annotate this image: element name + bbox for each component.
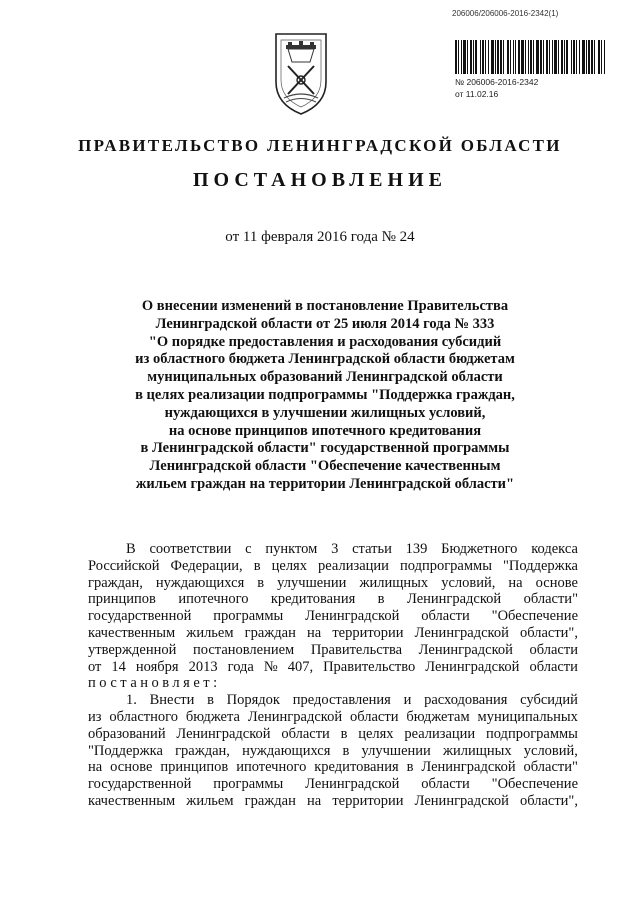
barcode-bar bbox=[485, 40, 486, 74]
barcode-bar bbox=[533, 40, 534, 74]
word: Порядок bbox=[226, 692, 280, 709]
heading-line: "О порядке предоставления и расходования субсидий bbox=[148, 333, 502, 350]
barcode-bar bbox=[503, 40, 504, 74]
barcode-bar bbox=[480, 40, 481, 74]
word: области bbox=[421, 608, 470, 625]
body-line bbox=[88, 575, 578, 592]
barcode-bar bbox=[540, 40, 542, 74]
word: области bbox=[529, 658, 578, 675]
word: нуждающихся bbox=[155, 574, 245, 591]
word: 2013 bbox=[188, 658, 218, 675]
body-line bbox=[88, 642, 578, 659]
word: Ленинградской bbox=[421, 759, 516, 776]
word: качественным bbox=[88, 624, 176, 641]
word: Ленинградской bbox=[418, 641, 513, 658]
barcode-bar bbox=[510, 40, 511, 74]
word: Ленинградской bbox=[406, 591, 502, 608]
word: жильем bbox=[186, 792, 234, 809]
barcode-bar bbox=[530, 40, 532, 74]
barcode-bar bbox=[521, 40, 524, 74]
word: в bbox=[342, 742, 350, 759]
barcode-bar bbox=[594, 40, 595, 74]
word: кодекса bbox=[531, 541, 578, 557]
word: качественным bbox=[88, 792, 176, 809]
word: 3 bbox=[331, 541, 339, 557]
word: расходования bbox=[424, 692, 508, 709]
document-heading bbox=[88, 298, 562, 494]
word: Ленинградской bbox=[247, 708, 343, 725]
word: области bbox=[281, 725, 330, 742]
barcode-bar bbox=[461, 40, 462, 74]
word: государственной bbox=[88, 776, 192, 793]
barcode-bar bbox=[591, 40, 593, 74]
barcode-bar bbox=[470, 40, 472, 74]
word: Ленинградской bbox=[305, 776, 400, 793]
word: в bbox=[257, 574, 265, 591]
word: целях bbox=[271, 557, 307, 574]
word: образований bbox=[88, 725, 166, 742]
word: подпрограммы bbox=[399, 557, 492, 574]
word: программы bbox=[213, 608, 284, 625]
barcode-bar bbox=[536, 40, 539, 74]
body-line bbox=[88, 608, 578, 625]
barcode-bar bbox=[546, 40, 548, 74]
word: территории bbox=[332, 624, 404, 641]
barcode-bar bbox=[552, 40, 553, 74]
body-line bbox=[88, 776, 578, 793]
word: 1. bbox=[126, 692, 137, 709]
word: реализации bbox=[318, 557, 389, 574]
word: улучшении bbox=[277, 574, 347, 591]
word: принципов bbox=[88, 591, 156, 608]
barcode-bar bbox=[495, 40, 496, 74]
word: условий, bbox=[523, 742, 578, 759]
body-line bbox=[88, 793, 578, 810]
barcode-bar bbox=[571, 40, 572, 74]
word: условий, bbox=[441, 574, 496, 591]
word: года bbox=[227, 658, 254, 675]
barcode-bar bbox=[582, 40, 585, 74]
heading-line: на основе принципов ипотечного кредитования bbox=[168, 422, 482, 439]
word: жильем bbox=[186, 624, 234, 641]
word: и bbox=[403, 692, 412, 709]
word: 139 bbox=[405, 541, 428, 557]
heading-line: в целях реализации подпрограммы "Поддержка граждан, bbox=[135, 386, 515, 403]
barcode-bar bbox=[564, 40, 565, 74]
barcode-bar bbox=[576, 40, 577, 74]
body-line bbox=[88, 726, 578, 743]
word: реализации bbox=[404, 725, 476, 742]
word: граждан, bbox=[88, 574, 143, 591]
authority-title: ПРАВИТЕЛЬСТВО ЛЕНИНГРАДСКОЙ ОБЛАСТИ bbox=[78, 136, 562, 155]
body-line bbox=[88, 541, 578, 558]
barcode-bar bbox=[500, 40, 502, 74]
word: жилищных bbox=[359, 574, 429, 591]
word: 407, bbox=[287, 658, 314, 675]
word: в bbox=[253, 557, 261, 574]
barcode-bar bbox=[488, 40, 489, 74]
word: улучшении bbox=[361, 742, 431, 759]
word: Правительство bbox=[323, 658, 416, 675]
word: на bbox=[307, 792, 322, 809]
word: области bbox=[529, 641, 578, 658]
word: Ленинградской bbox=[176, 725, 271, 742]
word: Правительства bbox=[310, 641, 403, 658]
resolution-word: постановляет: bbox=[88, 675, 221, 692]
word: от bbox=[88, 658, 102, 675]
barcode-bar bbox=[543, 40, 544, 74]
word: "Обеспечение bbox=[491, 776, 578, 793]
word: граждан bbox=[244, 624, 296, 641]
word: "Поддержка bbox=[88, 742, 163, 759]
word: основе bbox=[535, 574, 578, 591]
word: бюджетам bbox=[406, 708, 470, 725]
barcode-bar bbox=[573, 40, 575, 74]
word: ипотечного bbox=[178, 591, 249, 608]
word: В bbox=[126, 541, 136, 557]
word: области", bbox=[519, 792, 578, 809]
word: области" bbox=[523, 759, 578, 776]
barcode-bar bbox=[588, 40, 590, 74]
barcode-bar bbox=[515, 40, 516, 74]
word: Ленинградской bbox=[305, 608, 400, 625]
word: в bbox=[406, 759, 414, 776]
body-line bbox=[88, 675, 578, 692]
barcode-image bbox=[455, 40, 605, 74]
word: с bbox=[245, 541, 252, 557]
word: в bbox=[340, 725, 348, 742]
barcode-bar bbox=[525, 40, 526, 74]
barcode-bar bbox=[458, 40, 459, 74]
word: Бюджетного bbox=[441, 541, 518, 557]
word: области" bbox=[523, 591, 578, 608]
word: в bbox=[207, 692, 214, 709]
document-date-number: от 11 февраля 2016 года № 24 bbox=[225, 229, 415, 245]
word: Внести bbox=[149, 692, 195, 709]
heading-line: муниципальных образований Ленинградской области bbox=[147, 369, 503, 386]
word: постановлением bbox=[193, 641, 295, 658]
barcode-bar bbox=[507, 40, 509, 74]
word: на bbox=[508, 574, 523, 591]
barcode-bar bbox=[579, 40, 580, 74]
barcode-bar bbox=[463, 40, 466, 74]
barcode-bar bbox=[554, 40, 557, 74]
body-line bbox=[88, 558, 578, 575]
word: программы bbox=[213, 776, 284, 793]
barcode-number: № 206006-2016-2342 bbox=[455, 77, 539, 87]
barcode-bar bbox=[549, 40, 550, 74]
barcode-bar bbox=[475, 40, 477, 74]
body-line bbox=[88, 659, 578, 676]
word: Ленинградской bbox=[414, 792, 509, 809]
barcode-bar bbox=[518, 40, 520, 74]
word: Федерации, bbox=[170, 557, 243, 574]
barcode-bar bbox=[561, 40, 563, 74]
body-line bbox=[88, 625, 578, 642]
barcode-date: от 11.02.16 bbox=[455, 89, 499, 99]
word: области bbox=[421, 776, 470, 793]
body-line bbox=[88, 692, 578, 709]
barcode-bar bbox=[497, 40, 499, 74]
word: из bbox=[88, 708, 102, 725]
barcode-block bbox=[455, 40, 605, 100]
barcode-bar bbox=[586, 40, 587, 74]
body-line bbox=[88, 743, 578, 760]
word: Ленинградской bbox=[425, 658, 520, 675]
word: муниципальных bbox=[477, 708, 578, 725]
word: принципов bbox=[160, 759, 229, 776]
word: 14 bbox=[111, 658, 126, 675]
word: на bbox=[307, 624, 322, 641]
word: нуждающихся bbox=[242, 742, 331, 759]
barcode-bar bbox=[528, 40, 529, 74]
word: соответствии bbox=[149, 541, 232, 557]
heading-line: жильем граждан на территории Ленинградской области" bbox=[135, 475, 515, 492]
word: на bbox=[88, 759, 103, 776]
body-line bbox=[88, 709, 578, 726]
word: целях bbox=[358, 725, 394, 742]
heading-line: в Ленинградской области" государственной программы bbox=[140, 440, 510, 457]
word: граждан, bbox=[175, 742, 230, 759]
barcode-bar bbox=[566, 40, 568, 74]
word: утвержденной bbox=[88, 641, 177, 658]
barcode-bar bbox=[598, 40, 600, 74]
barcode-bar bbox=[604, 40, 605, 74]
word: "Обеспечение bbox=[491, 608, 578, 625]
word: подпрограммы bbox=[485, 725, 578, 742]
registration-number: 206006/206006-2016-2342(1) bbox=[452, 9, 559, 18]
word: государственной bbox=[88, 608, 192, 625]
word: в bbox=[377, 591, 385, 608]
word: области bbox=[349, 708, 399, 725]
coat-of-arms-emblem bbox=[270, 30, 332, 116]
heading-line: Ленинградской области от 25 июля 2014 года № 333 bbox=[155, 315, 495, 332]
heading-line: нуждающихся в улучшении жилищных условий, bbox=[164, 404, 486, 421]
word: Ленинградской bbox=[414, 624, 509, 641]
word: кредитования bbox=[270, 591, 356, 608]
word: "Поддержка bbox=[503, 557, 578, 574]
document-type: ПОСТАНОВЛЕНИЕ bbox=[193, 169, 447, 191]
word: граждан bbox=[244, 792, 296, 809]
word: бюджета bbox=[185, 708, 240, 725]
barcode-bar bbox=[601, 40, 602, 74]
barcode-bar bbox=[491, 40, 494, 74]
word: пунктом bbox=[265, 541, 318, 557]
word: областного bbox=[109, 708, 178, 725]
barcode-bar bbox=[513, 40, 514, 74]
word: предоставления bbox=[292, 692, 391, 709]
word: ипотечного bbox=[236, 759, 307, 776]
barcode-bar bbox=[558, 40, 559, 74]
word: № bbox=[263, 658, 278, 675]
word: статьи bbox=[352, 541, 392, 557]
word: основе bbox=[110, 759, 153, 776]
barcode-bar bbox=[455, 40, 457, 74]
word: территории bbox=[332, 792, 404, 809]
word: области", bbox=[519, 624, 578, 641]
heading-line: Ленинградской области "Обеспечение качественным bbox=[149, 458, 501, 475]
word: кредитования bbox=[314, 759, 399, 776]
barcode-bar bbox=[467, 40, 468, 74]
document-body bbox=[88, 541, 578, 810]
heading-line: из областного бюджета Ленинградской области бюджетам bbox=[135, 351, 515, 368]
word: ноября bbox=[135, 658, 179, 675]
heading-line: О внесении изменений в постановление Правительства bbox=[141, 298, 509, 314]
word: субсидий bbox=[520, 692, 578, 709]
body-line bbox=[88, 591, 578, 608]
word: Российской bbox=[88, 557, 160, 574]
barcode-bar bbox=[473, 40, 474, 74]
body-line bbox=[88, 759, 578, 776]
barcode-bar bbox=[482, 40, 484, 74]
word: жилищных bbox=[442, 742, 512, 759]
